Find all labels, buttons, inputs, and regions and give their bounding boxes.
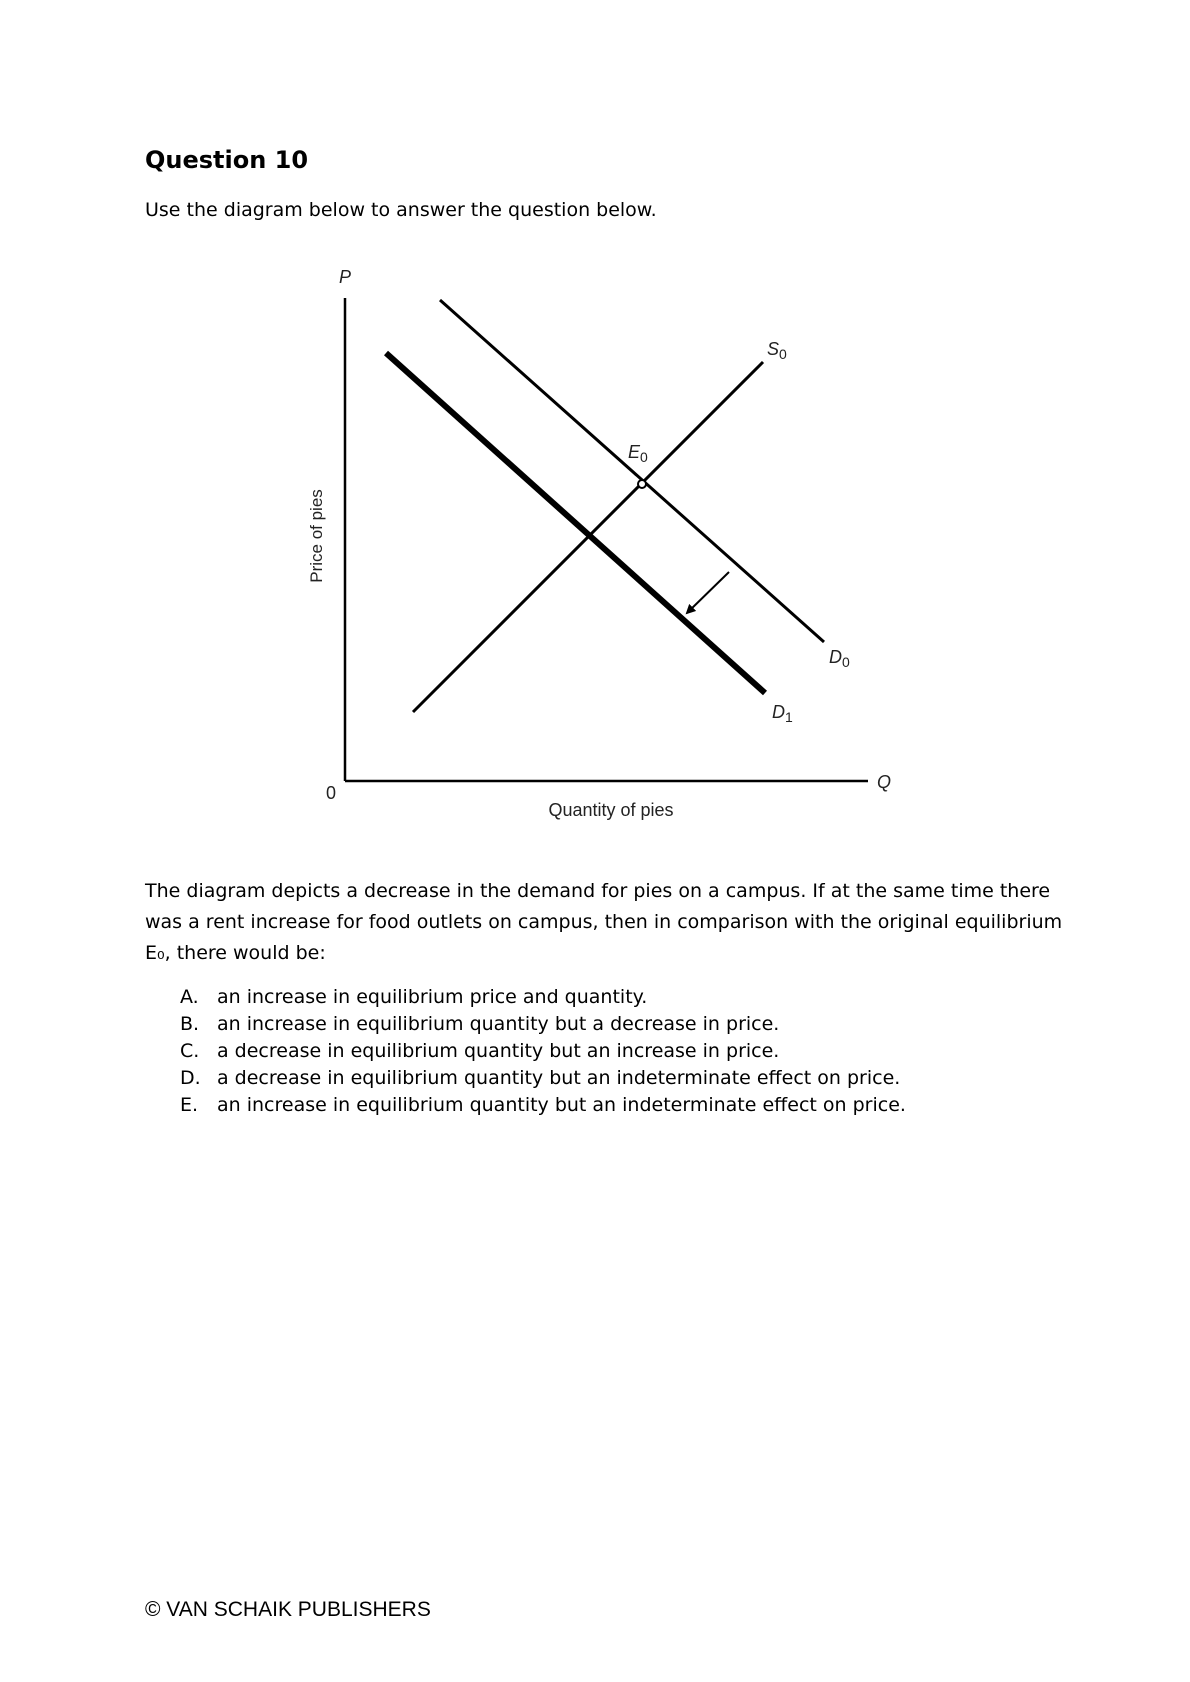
option-letter: E. (180, 1094, 199, 1116)
option-text: an increase in equilibrium quantity but a decrease in price. (217, 1013, 780, 1035)
copyright-footer: © VAN SCHAIK PUBLISHERS (145, 1598, 431, 1621)
x-axis-label: Quantity of pies (548, 800, 674, 820)
answer-options (180, 984, 906, 1119)
supply-label-s0: $S_0$ (767, 339, 787, 362)
demand-shift-arrow (687, 572, 729, 613)
y-axis-label: Price of pies (307, 489, 326, 583)
option-a[interactable] (180, 984, 906, 1011)
option-text: a decrease in equilibrium quantity but an indeterminate effect on price. (217, 1067, 901, 1089)
option-text: an increase in equilibrium quantity but an indeterminate effect on price. (217, 1094, 906, 1116)
demand-curve-d1 (386, 353, 765, 693)
option-text: an increase in equilibrium price and quantity. (217, 986, 648, 1008)
equilibrium-point-e0 (638, 480, 646, 488)
question-title: Question 10 (145, 146, 309, 174)
option-c[interactable] (180, 1038, 906, 1065)
option-text: a decrease in equilibrium quantity but an increase in price. (217, 1040, 780, 1062)
y-axis-symbol: P (339, 267, 352, 287)
demand-label-d0: $D_0$ (829, 647, 850, 670)
x-axis-symbol: Q (877, 772, 892, 792)
option-letter: B. (180, 1013, 200, 1035)
option-letter: C. (180, 1040, 200, 1062)
option-e[interactable] (180, 1092, 906, 1119)
equilibrium-label-e0: $E_0$ (628, 442, 648, 465)
question-body: The diagram depicts a decrease in the demand for pies on a campus. If at the same time there was a rent increase for food outlets on campus, then in comparison with the original equilibrium E₀, there would be: (145, 880, 1063, 964)
demand-label-d1: $D_1$ (772, 702, 793, 725)
origin-label: 0 (326, 783, 337, 803)
question-instruction: Use the diagram below to answer the question below. (145, 199, 657, 221)
option-letter: A. (180, 986, 199, 1008)
option-d[interactable] (180, 1065, 906, 1092)
option-letter: D. (180, 1067, 201, 1089)
option-b[interactable] (180, 1011, 906, 1038)
